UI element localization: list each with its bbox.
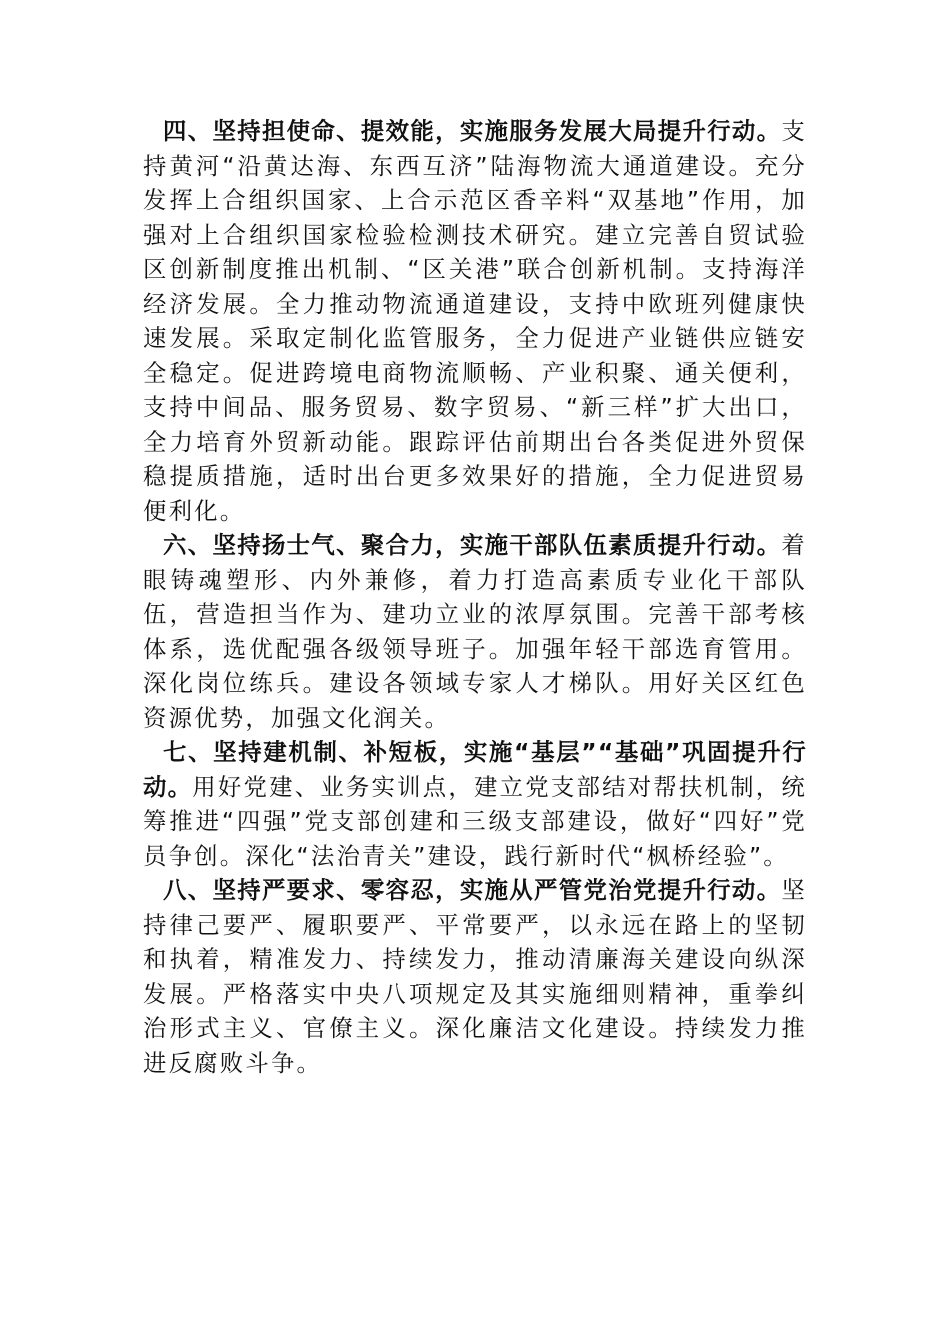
document-page [143,114,807,1080]
section-8-body: 坚持律己要严、履职要严、平常要严，以永远在路上的坚韧和执着，精准发力、持续发力，推动清廉海关建设向纵深发展。严格落实中央八项规定及其实施细则精神，重拳纠治形式主义、官僚主义。深化廉洁文化建设。持续发力推进反腐败斗争。 [143,876,807,1077]
section-6 [143,528,807,735]
section-6-body: 着眼铸魂塑形、内外兼修，着力打造高素质专业化干部队伍，营造担当作为、建功立业的浓厚氛围。完善干部考核体系，选优配强各级领导班子。加强年轻干部选育管用。深化岗位练兵。建设各领域专家人才梯队。用好关区红色资源优势，加强文化润关。 [143,531,807,732]
section-4 [143,114,807,528]
section-7 [143,735,807,873]
section-6-heading: 六、坚持扬士气、聚合力，实施干部队伍素质提升行动。 [163,531,782,559]
section-4-heading: 四、坚持担使命、提效能，实施服务发展大局提升行动。 [163,117,782,145]
section-7-heading: 七、坚持建机制、补短板，实施“基层”“基础”巩固提升行动。 [143,738,807,801]
section-4-body: 支持黄河“沿黄达海、东西互济”陆海物流大通道建设。充分发挥上合组织国家、上合示范区香辛料“双基地”作用，加强对上合组织国家检验检测技术研究。建立完善自贸试验区创新制度推出机制、“区关港”联合创新机制。支持海洋经济发展。全力推动物流通道建设，支持中欧班列健康快速发展。采取定制化监管服务，全力促进产业链供应链安全稳定。促进跨境电商物流顺畅、产业积聚、通关便利，支持中间品、服务贸易、数字贸易、“新三样”扩大出口，全力培育外贸新动能。跟踪评估前期出台各类促进外贸保稳提质措施，适时出台更多效果好的措施，全力促进贸易便利化。 [143,117,807,525]
section-7-body: 用好党建、业务实训点，建立党支部结对帮扶机制，统筹推进“四强”党支部创建和三级支部建设，做好“四好”党员争创。深化“法治青关”建设，践行新时代“枫桥经验”。 [143,772,807,870]
section-8-heading: 八、坚持严要求、零容忍，实施从严管党治党提升行动。 [163,876,782,904]
section-8 [143,873,807,1080]
